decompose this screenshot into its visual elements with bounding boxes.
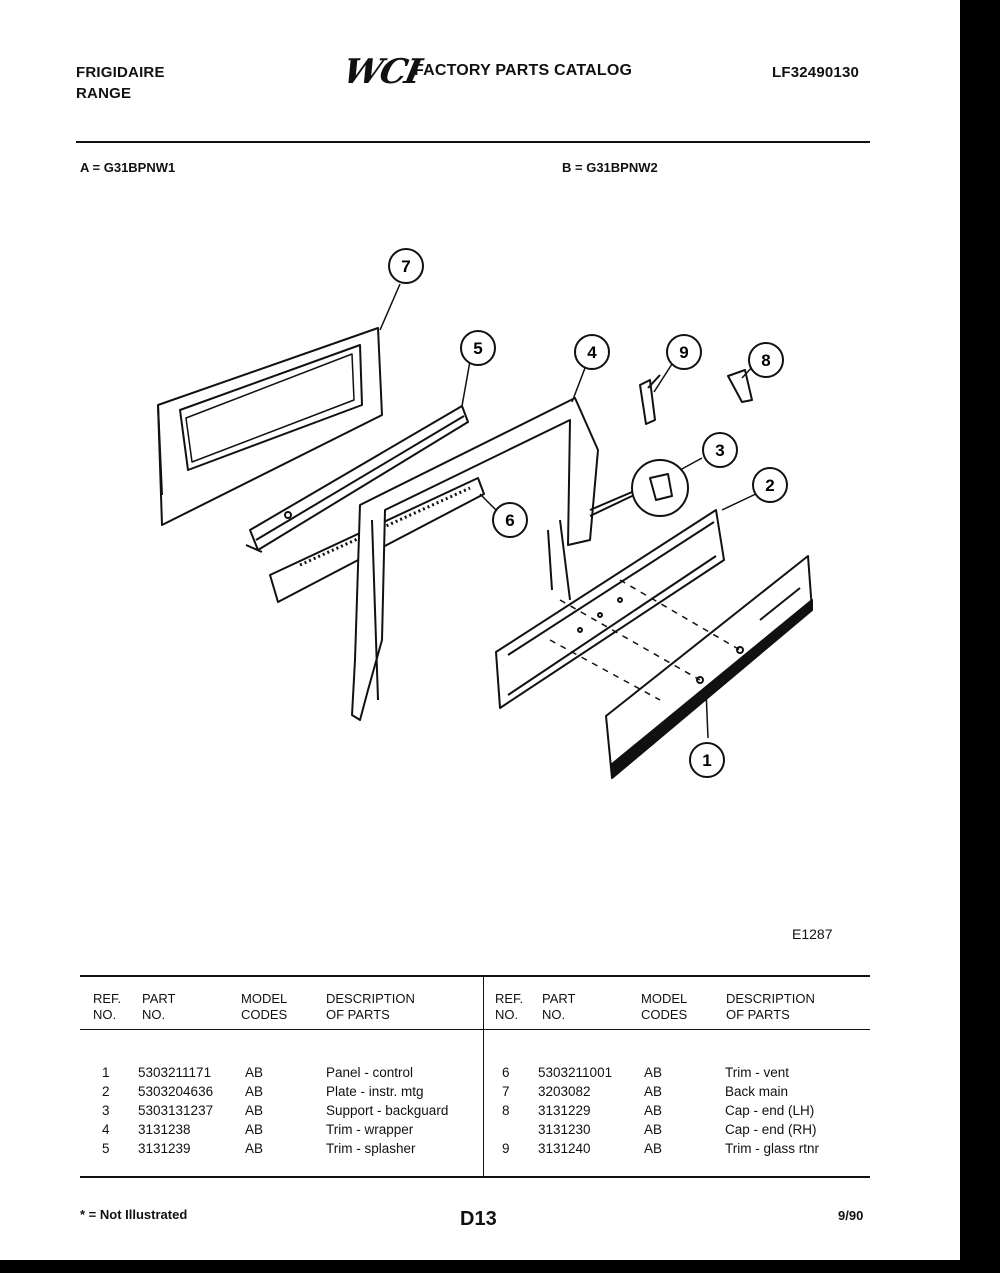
product-type: RANGE — [76, 85, 132, 102]
table-header-rule — [80, 1029, 870, 1030]
revision-date: 9/90 — [838, 1208, 864, 1223]
header-model: MODEL CODES — [241, 991, 288, 1022]
callout-7 — [389, 249, 423, 283]
header-description: DESCRIPTION OF PARTS — [326, 991, 415, 1022]
table-cell: 7 — [502, 1084, 510, 1099]
right-model-column — [644, 1063, 662, 1158]
table-cell: Trim - vent — [725, 1065, 789, 1080]
wci-logo: WCI — [339, 52, 424, 92]
callout-9 — [667, 335, 701, 369]
table-cell: AB — [644, 1141, 663, 1156]
table-cell: 6 — [502, 1065, 510, 1080]
callout-label: 1 — [702, 751, 712, 770]
table-cell: 5303211171 — [138, 1065, 212, 1080]
wrapper-trim-part — [352, 398, 598, 720]
table-cell: AB — [245, 1103, 264, 1118]
not-illustrated-note: * = Not Illustrated — [80, 1207, 188, 1222]
table-cell: AB — [245, 1141, 264, 1156]
header-ref-right: REF. NO. — [495, 991, 524, 1022]
table-cell: Trim - glass rtnr — [725, 1141, 819, 1156]
callout-label: 5 — [473, 339, 483, 358]
callout-1 — [690, 743, 724, 777]
table-cell: Panel - control — [326, 1065, 414, 1080]
header-part-right: PART NO. — [542, 991, 576, 1022]
page-number: D13 — [460, 1208, 497, 1230]
table-cell: AB — [644, 1103, 663, 1118]
callout-label: 4 — [587, 343, 597, 362]
right-ref-column — [502, 1063, 512, 1158]
callout-label: 8 — [761, 351, 771, 370]
table-cell: 3203082 — [538, 1084, 591, 1099]
table-cell: 3131230 — [538, 1122, 591, 1137]
header-model-right: MODEL CODES — [641, 991, 688, 1022]
table-cell: AB — [644, 1122, 663, 1137]
callout-6 — [493, 503, 527, 537]
glass-retainer-part — [640, 375, 660, 424]
catalog-title: FACTORY PARTS CATALOG — [414, 62, 633, 79]
left-model-column — [245, 1063, 263, 1158]
end-cap-part — [728, 370, 752, 402]
table-cell: 3 — [102, 1103, 110, 1118]
table-cell: AB — [245, 1084, 264, 1099]
table-cell: 3131229 — [538, 1103, 591, 1118]
left-part-column — [138, 1063, 213, 1158]
table-cell: 5303131237 — [138, 1103, 214, 1118]
callout-4 — [575, 335, 609, 369]
table-cell: 3131240 — [538, 1141, 591, 1156]
table-top-rule — [80, 975, 870, 977]
callout-label: 2 — [765, 476, 775, 495]
table-cell — [502, 1120, 512, 1139]
table-cell: 9 — [502, 1141, 510, 1156]
header-part: PART NO. — [142, 991, 176, 1022]
callout-label: 9 — [679, 343, 689, 362]
callout-label: 7 — [401, 257, 411, 276]
table-cell: Back main — [725, 1084, 789, 1099]
callout-label: 6 — [505, 511, 515, 530]
table-cell: Trim - wrapper — [326, 1122, 414, 1137]
left-description-column — [326, 1063, 448, 1158]
table-cell: Plate - instr. mtg — [326, 1084, 424, 1099]
table-cell: AB — [245, 1065, 264, 1080]
header-description-right: DESCRIPTION OF PARTS — [726, 991, 815, 1022]
right-description-column — [725, 1063, 819, 1158]
right-part-column — [538, 1063, 612, 1158]
table-bottom-rule — [80, 1176, 870, 1178]
header-ref: REF. NO. — [93, 991, 122, 1022]
table-cell: Cap - end (LH) — [725, 1103, 815, 1118]
table-cell: 5 — [102, 1141, 110, 1156]
support-backguard-part — [590, 460, 688, 516]
diagram-code: E1287 — [792, 926, 833, 942]
table-cell: AB — [644, 1065, 663, 1080]
callout-2 — [753, 468, 787, 502]
left-ref-column — [102, 1063, 110, 1158]
callout-5 — [461, 331, 495, 365]
table-cell: Trim - splasher — [326, 1141, 416, 1156]
table-cell: 1 — [102, 1065, 110, 1080]
callout-8 — [749, 343, 783, 377]
table-cell: 3131239 — [138, 1141, 191, 1156]
table-cell: Cap - end (RH) — [725, 1122, 817, 1137]
model-a: A = G31BPNW1 — [80, 160, 176, 175]
table-cell: Support - backguard — [326, 1103, 449, 1118]
table-cell: 5303211001 — [538, 1065, 613, 1080]
model-b: B = G31BPNW2 — [562, 160, 658, 175]
table-cell: 8 — [502, 1103, 510, 1118]
table-cell: 4 — [102, 1122, 110, 1137]
callout-label: 3 — [715, 441, 725, 460]
callout-3 — [703, 433, 737, 467]
table-cell: 2 — [102, 1084, 110, 1099]
brand-name: FRIGIDAIRE — [76, 64, 165, 81]
catalog-number: LF32490130 — [772, 64, 860, 81]
table-cell: 5303204636 — [138, 1084, 214, 1099]
table-divider — [483, 977, 484, 1176]
table-cell: 3131238 — [138, 1122, 191, 1137]
table-cell: AB — [245, 1122, 264, 1137]
table-cell: AB — [644, 1084, 663, 1099]
